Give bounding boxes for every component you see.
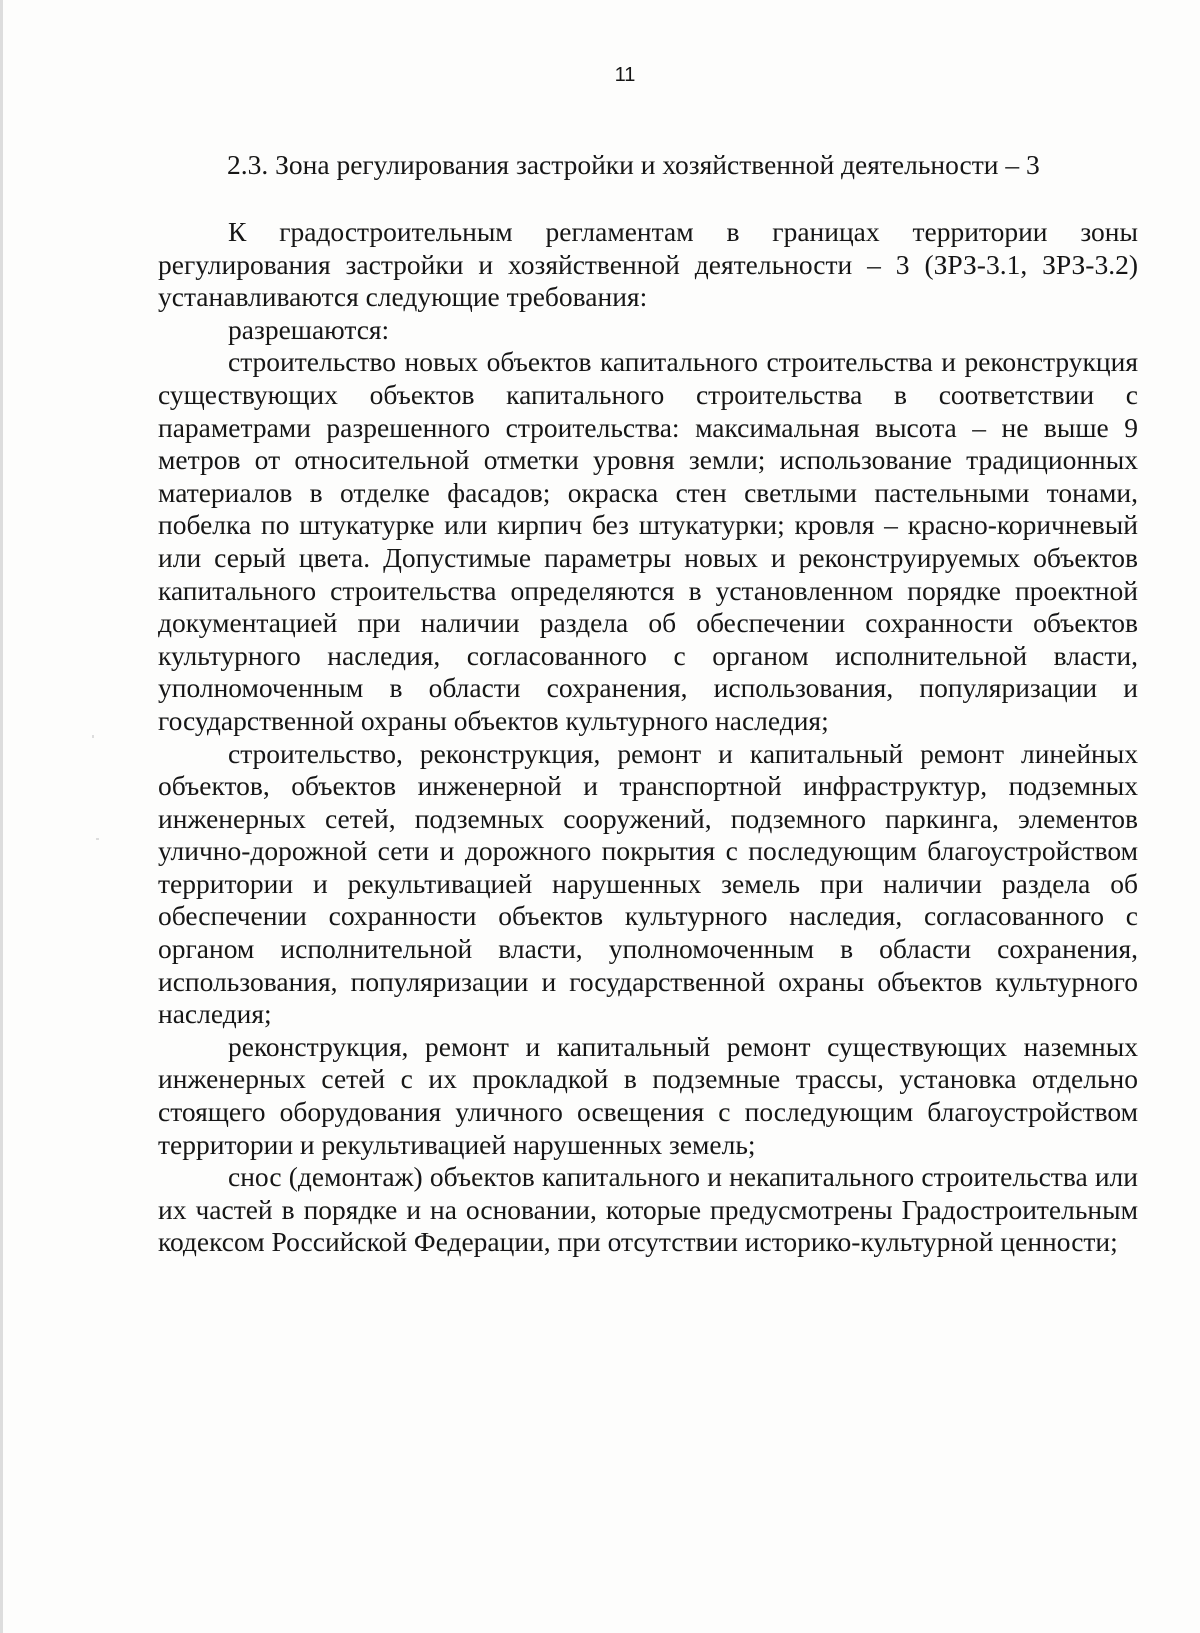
- document-body: [158, 216, 1138, 1259]
- scan-edge-mark: [0, 0, 3, 1633]
- section-heading: 2.3. Зона регулирования застройки и хозяйственной деятельности – 3: [227, 149, 1040, 180]
- scan-speck: [92, 735, 94, 738]
- scan-speck: [96, 838, 99, 840]
- paragraph-intro: К градостроительным регламентам в границах территории зоны регулирования застройки и хозяйственной деятельности – 3 (ЗРЗ-3.1, ЗРЗ-3.2) устанавливаются следующие требования:: [158, 216, 1138, 313]
- paragraph-permitted-label: разрешаются:: [228, 313, 390, 345]
- paragraph-new-construction: строительство новых объектов капитального строительства и реконструкция существующих объектов капитального строительства в соответствии с параметрами разрешенного строительства: максимальная высота – не выше 9 метров от относительной отметки уровня земли; использование традиционных материалов в отделке фасадов; окраска стен светлыми пастельными тонами, побелка по штукатурке или кирпич без штукатурки; кровля – красно-коричневый или серый цвета. Допустимые параметры новых и реконструируемых объектов капитального строительства определяются в установленном порядке проектной документацией при наличии раздела об обеспечении сохранности объектов культурного наследия, согласованного с органом исполнительной власти, уполномоченным в области сохранения, использования, популяризации и государственной охраны объектов культурного наследия;: [158, 346, 1138, 736]
- paragraph-surface-networks: реконструкция, ремонт и капитальный ремонт существующих наземных инженерных сетей с их прокладкой в подземные трассы, установка отдельно стоящего оборудования уличного освещения с последующим благоустройством территории и рекультивацией нарушенных земель;: [158, 1030, 1138, 1160]
- paragraph-demolition: снос (демонтаж) объектов капитального и некапитального строительства или их частей в порядке и на основании, которые предусмотрены Градостроительным кодексом Российской Федерации, при отсутствии историко-культурной ценности;: [158, 1161, 1138, 1258]
- paragraph-linear-objects: строительство, реконструкция, ремонт и капитальный ремонт линейных объектов, объектов инженерной и транспортной инфраструктур, подземных инженерных сетей, подземных сооружений, подземного паркинга, элементов улично-дорожной сети и дорожного покрытия с последующим благоустройством территории и рекультивацией нарушенных земель при наличии раздела об обеспечении сохранности объектов культурного наследия, согласованного с органом исполнительной власти, уполномоченным в области сохранения, использования, популяризации и государственной охраны объектов культурного наследия;: [158, 737, 1138, 1030]
- page-number: 11: [614, 64, 636, 86]
